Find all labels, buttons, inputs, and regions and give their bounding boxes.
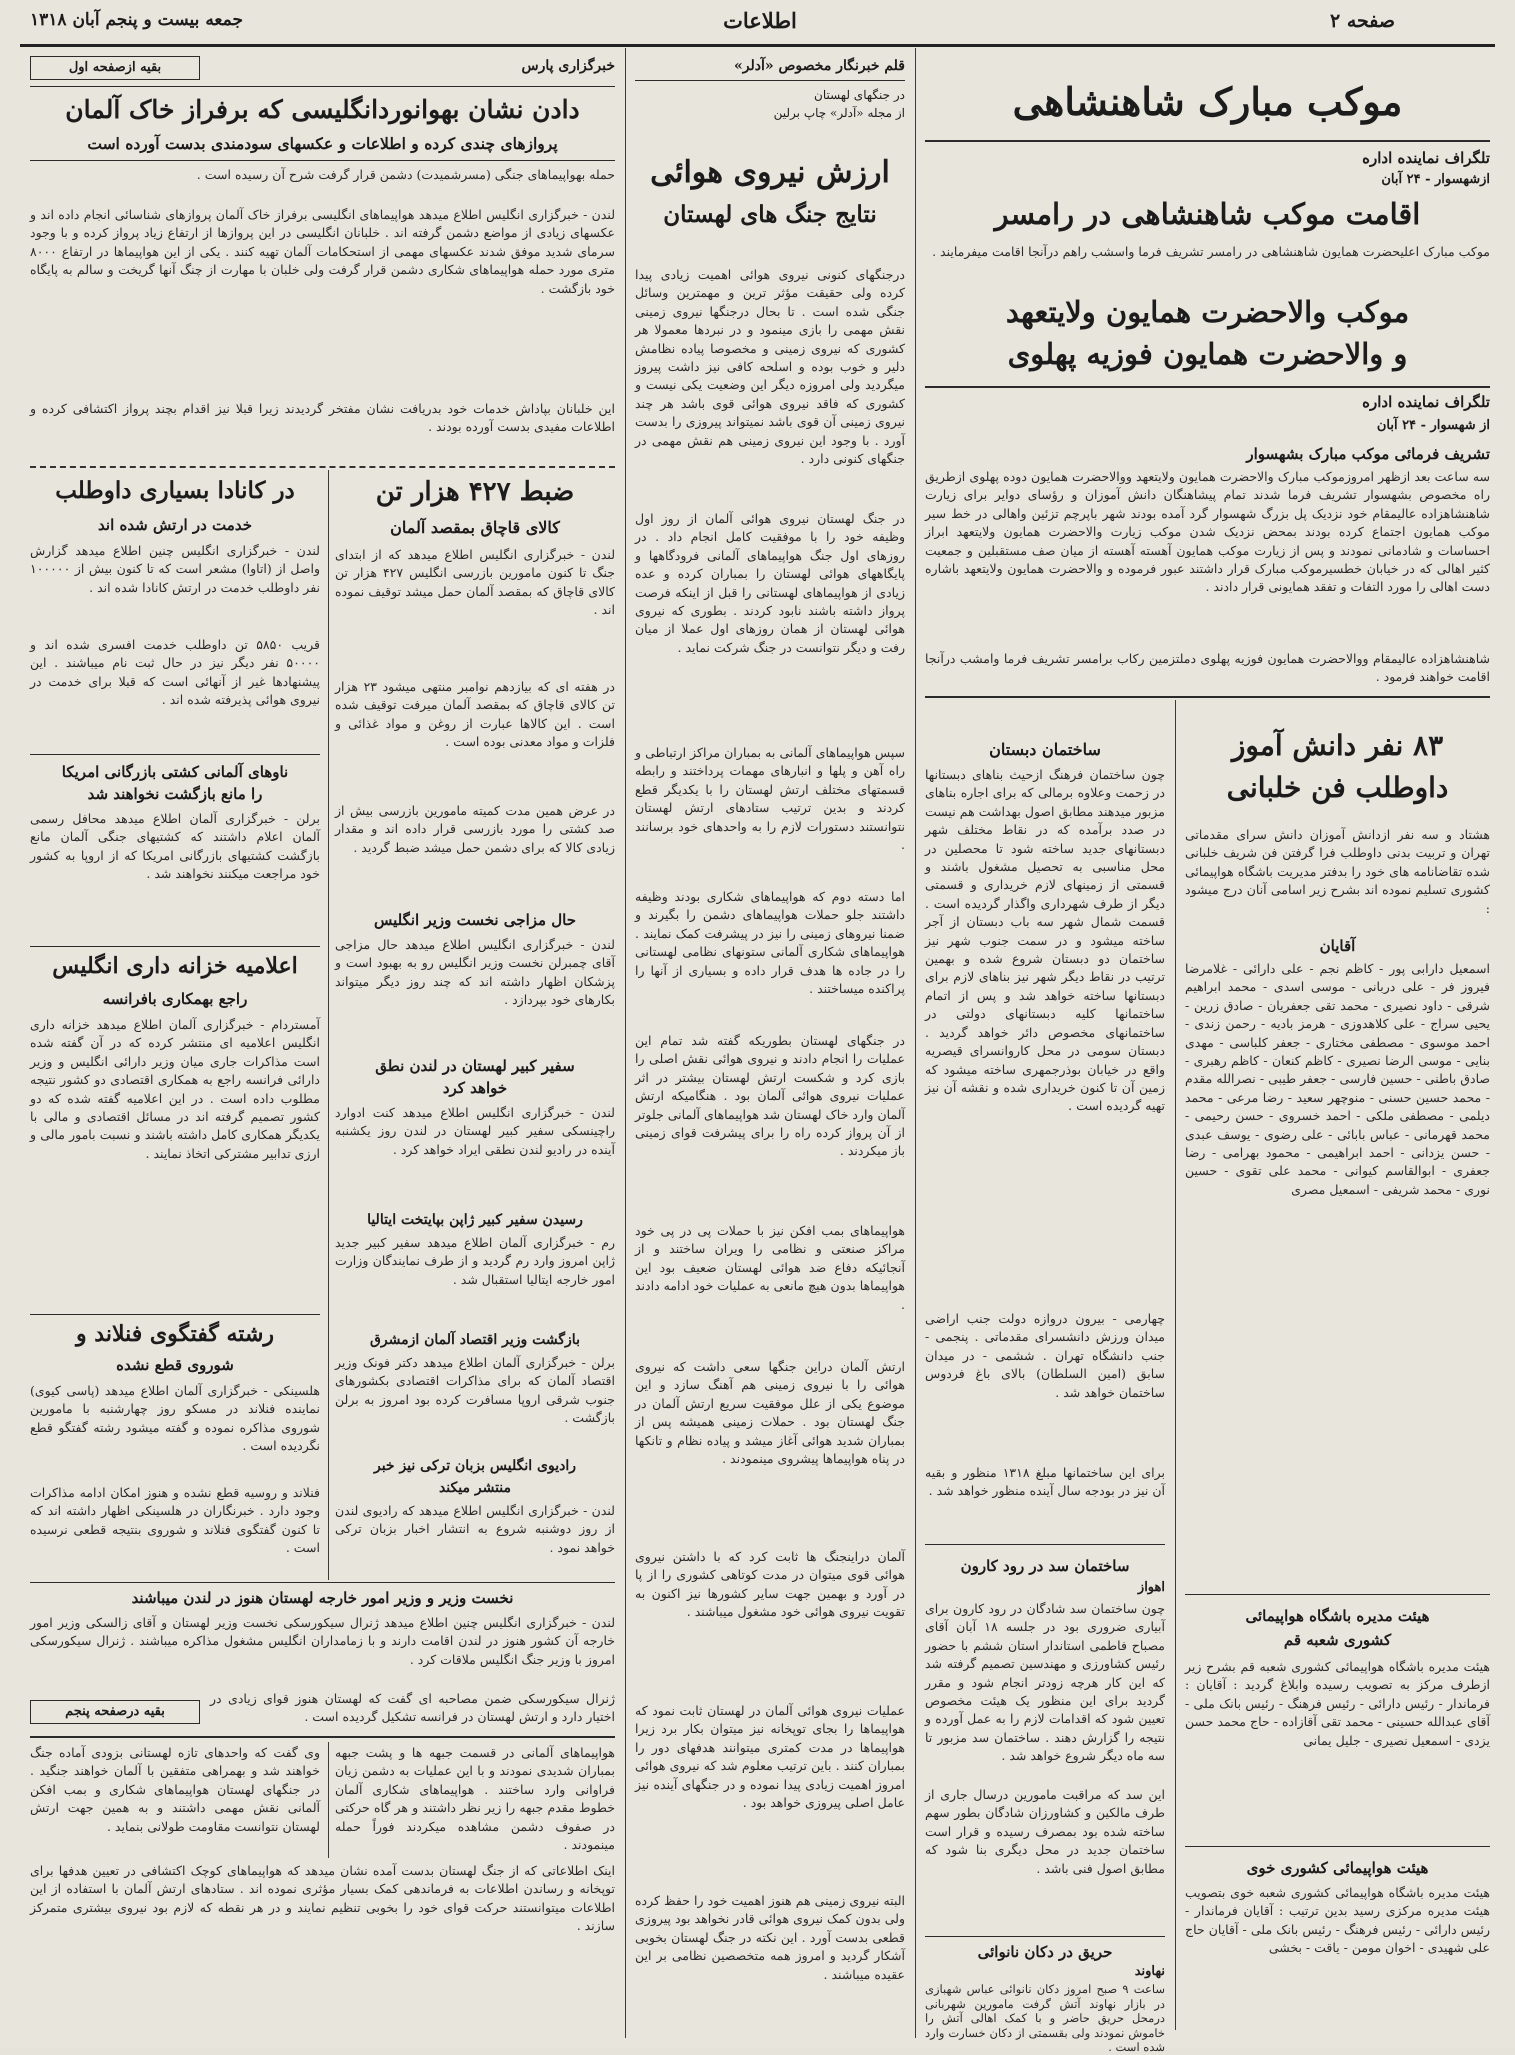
paragraph: این خلبانان بپاداش خدمات خود بدریافت نشان مفتخر گردیدند زیرا قبلا نیز اقدام بچند پرواز اکتشافی کرده و اطلاعات مفیدی بدست آورده بودند . [30, 401, 615, 435]
headline-polish-ambassador-a: سفیر کبیر لهستان در لندن نطق [375, 1057, 575, 1075]
headline-school-building: ساختمان دبستان [989, 740, 1101, 759]
paragraph: هیئت مدیره باشگاه هواپیمائی کشوری شعبه قم بشرح زیر ازطرف مرکز به تصویب رسیده وابلاغ گردید : آقایان : فرماندار - رئیس دارائی - رئیس فرهنگ - رئیس بانک ملی - آقای عبدالله حسینی - محمد تقی آقازاده - حاج محمد حسن یزدی - اسمعیل نصیری - جلیل یمانی [1185, 1659, 1490, 1748]
continued-on-label: بقیه درصفحه پنجم [30, 1700, 200, 1724]
rule [30, 1582, 615, 1583]
headline-medal-airmen: دادن نشان بهوانوردانگلیسی که برفراز خاک آلمان [65, 95, 580, 124]
headline-royal-procession: موکب مبارک شاهنشاهی [1012, 79, 1403, 124]
headline-poland-war: نتایج جنگ های لهستان [663, 201, 877, 228]
headline-german-ships-b: را مانع بازگشت نخواهند شد [87, 785, 263, 803]
col-separator [915, 48, 916, 2038]
byline: قلم خبرنگار مخصوص «آدلر» [734, 58, 905, 74]
paragraph: در عرض همین مدت کمیته مامورین بازرسی بیش از صد کشتی را مورد بازرسی قرار داده اند و مقدار زیادی کالا که برای دشمن حمل میشد ضبط گردید . [335, 803, 615, 855]
paragraph: آمستردام - خبرگزاری آلمان اطلاع میدهد خزانه داری انگلیس اعلامیه ای منتشر کرده که در آن گفته شده است مذاکرات جاری میان وزیر دارائی انگلیس و وزیر دارائی فرانسه راجع به همکاری اقتصادی دو کشور نتیجه مطلوب داده است . در این اعلامیه گفته شده که دو کشور تصمیم گرفته اند در مسائل اقتصادی و مالی با یکدیگر همکاری کامل داشته باشند و نسبت بامور مالی و ارزی تدابیر مشترکی اتخاذ نمایند . [30, 1017, 320, 1161]
paragraph: سپس هواپیماهای آلمانی به بمباران مراکز ارتباطی و راه آهن و پلها و انبارهای مهمات پرداختند و رابطه قسمتهای مختلف ارتش لهستان را با یکدیگر قطع کردند و بدین ترتیب ستادهای ارتش لهستان نتوانستند دستورات لازم را به واحدهای خود برسانند . [635, 745, 905, 853]
headline-pilot-volunteers: داوطلب فن خلبانی [1226, 771, 1449, 804]
col-separator [328, 470, 329, 1580]
headline-funk-return: بازگشت وزیر اقتصاد آلمان ازمشرق [370, 1332, 580, 1348]
paragraph: لندن - خبرگزاری انگلیس چنین اطلاع میدهد گزارش واصل از (اتاوا) مشعر است که تا کنون بیش از ۱۰۰۰۰۰ نفر داوطلب خدمت در ارتش کانادا شده اند . [30, 543, 320, 595]
headline-crown-prince-b: و والاحضرت همایون فوزیه پهلوی [1007, 337, 1408, 371]
subheadline-canada: خدمت در ارتش شده اند [98, 516, 252, 534]
headline-german-ships-a: ناوهای آلمانی کشتی بازرگانی امریکا [61, 763, 289, 781]
paragraph: ارتش آلمان دراین جنگها سعی داشت که نیروی هوائی را با نیروی زمینی هم آهنگ سازد و این موضوع یکی از علل موفقیت سریع ارتش آلمان در جنگ لهستان بود . حملات زمینی همیشه پس از بمباران شدید هوائی آغاز میشد و پیاده نظام و تانکها در پناه هواپیماها پیشروی مینمودند . [635, 1359, 905, 1467]
dateline: اهواز [1137, 1580, 1165, 1595]
headline-canada-volunteers: در کانادا بسیاری داوطلب [55, 477, 295, 504]
rule [30, 86, 615, 87]
rule [1185, 1846, 1490, 1847]
headline-turkish-radio-a: رادیوی انگلیس بزبان ترکی نیز خبر [373, 1458, 577, 1474]
paragraph: چون ساختمان فرهنگ ازحیث بناهای دبستانها در زحمت وعلاوه برمالی که برای اجاره بناهای مزبور میدهند مطابق اصول بهداشت هم نیست در صدد برآمده که در نقاط مختلف شهر دبستانهای جدید ساخته شود تا محصلین در محل مناسبی به تحصیل مشغول باشند و قسمتی از زمینهای لازم خریداری و قسمتی دیگر از طرف شهرداری واگذار گردیده است . قسمت شمال شهر سه باب دبستان از آجر ساخته میشود و در سمت جنوب شهر نیز ساختمان دو دبستان شروع شده و بهمین ترتیب در نقاط دیگر شهر نیز بناهای لازم برای دبستانها ساخته خواهد شد و پس از اتمام ساختمانها کلیه دبستانهای دولتی در ساختمانهای مخصوص دائر خواهد گردید . دبستان سومی در محل کاروانسرای قیصریه واقع در خیابان بوذرجمهری ساخته میشود که زمین آن تا کنون خریداری شده و نقشه آن نیز تهیه گردیده است . [925, 767, 1165, 1114]
newspaper-name: اطلاعات [723, 8, 797, 33]
paragraph: فنلاند و روسیه قطع نشده و هنوز امکان ادامه مذاکرات وجود دارد . خبرنگاران در هلسینکی اظهار داشته اند که تا کنون گفتگوی فنلاند و شوروی بنتیجه قطعی نرسیده است . [30, 1485, 320, 1556]
rule [30, 754, 320, 755]
masthead-rule [20, 44, 1495, 47]
headline-qom-aviation-b: کشوری شعبه قم [1283, 1631, 1392, 1649]
paragraph: ژنرال سیکورسکی ضمن مصاحبه ای گفت که لهستان هنوز قوای زیادی در اختیار دارد و ارتش لهستان در فرانسه تشکیل گردیده است . [210, 1691, 615, 1725]
page-number: صفحه ۲ [1330, 10, 1396, 32]
rule [30, 946, 320, 947]
paragraph: در هفته ای که بیازدهم نوامبر منتهی میشود ۲۳ هزار تن کالای قاچاق که بمقصد آلمان میرفت توقیف شده است . این کالاها عبارت از روغن و مواد غذائی و فلزات و مواد معدنی بوده است . [335, 679, 615, 750]
headline-khoy-aviation: هیئت هواپیمائی کشوری خوی [1246, 1859, 1429, 1877]
rule [925, 1936, 1165, 1937]
issue-date: جمعه بیست و پنجم آبان ۱۳۱۸ [30, 10, 243, 30]
rule [1185, 1594, 1490, 1595]
paragraph: البته نیروی زمینی هم هنوز اهمیت خود را حفظ کرده ولی بدون کمک نیروی هوائی قادر نخواهد بود پیروزی قطعی بدست آورد . این نکته در جنگ لهستان بخوبی آشکار گردید و امروز همه متخصصین نظامی بر این عقیده میباشند . [635, 1893, 905, 1982]
paragraph: این سد که مراقبت مامورین درسال جاری از طرف مالکین و کشاورزان شادگان بطور سهم ساخته شده بود بمصرف رسیده و قرار است ساختمان جدید در محل دیگری بنا شود که مطابق اصول فنی باشد . [925, 1787, 1165, 1876]
paragraph: لندن - خبرگزاری انگلیس اطلاع میدهد که از ابتدای جنگ تا کنون مامورین بازرسی انگلیس ۴۲۷ هزار تن کالای قاچاق که بمقصد آلمان حمل میشد توقیف نموده اند . [335, 547, 615, 618]
headline-ramsar: اقامت موکب شاهنشاهی در رامسر [994, 197, 1421, 231]
headline-pm-health: حال مزاجی نخست وزیر انگلیس [373, 911, 577, 929]
list-title: آقایان [1319, 937, 1356, 955]
headline-bakery-fire: حریق در دکان نانوائی [977, 1943, 1113, 1961]
paragraph: سه ساعت بعد ازظهر امروزموکب مبارک والاحضرت همایون ولایتعهد ووالاحضرت همایون دوده پهلوی ازطریق راه مخصوص بشهسوار تشریف فرما شدند تمام پیشاهنگان دانش آموزان و رؤسای دوایر برای زیارت شاهنشاهزاده عالیمقام خود نزدیک پل بزرگ شهسوار گرد آمده بودند شهر باپرچم تزئین واهالی در خط سیر موکب همایون اجتماع کرده بودند بمحض نزدیک شدن موکب زیارت والاحضرت همایون ولایتعهد ابراز احساسات و شادمانی نمودند و پس از زیارت موکب همایون آهسته آهسته از میان صف مستقبلین و جمعیت کثیر اهالی که در خیابان خطسیرموکب مبارک قرار داشتند عبور فرموده و والاحضرت همایون ولایتعهد باشاره دست اهالی را مورد التفات و تفقد همایونی قرار دادند . [925, 469, 1490, 595]
paragraph: لندن - خبرگزاری انگلیس اطلاع میدهد حال مزاجی آقای چمبرلن نخست وزیر انگلیس رو به بهبود است و پزشکان اظهار داشته اند که چند روز دیگر میتواند بکارهای خود بپردازد . [335, 937, 615, 1008]
headline-polish-pm: نخست وزیر و وزیر امور خارجه لهستان هنوز در لندن میباشند [131, 1589, 514, 1607]
continued-from-label: بقیه ازصفحه اول [30, 56, 200, 80]
paragraph: در جنگ لهستان نیروی هوائی آلمان از روز اول وظیفه خود را با موفقیت کامل انجام داد . در روزهای اول جنگ هواپیماهای آلمانی فرودگاهها و پایگاههای هوائی لهستان را بمباران کرده و عده زیادی از هواپیماهای لهستانی را قبل از اینکه فرصت پرواز داشته باشند نابود کردند . بطوری که نیروی هوائی لهستان از همان روزهای اول عملا از میان رفت و دیگر نتوانست در جنگ شرکت نماید . [635, 511, 905, 655]
headline-treasury: اعلامیه خزانه داری انگلیس [52, 953, 298, 979]
headline-japan-ambassador: رسیدن سفیر کبیر ژاپن بپایتخت ایتالیا [367, 1212, 583, 1228]
rule [925, 140, 1490, 142]
headline-turkish-radio-b: منتشر میکند [438, 1480, 512, 1496]
paragraph: درجنگهای کنونی نیروی هوائی اهمیت زیادی پیدا کرده ولی حقیقت مؤثر ترین و مهمترین وسائل جنگی شده است . تا بحال درجنگها نیروی زمینی نقش مهمی را بازی مینمود و در نبردها معمولا هر کشوری که نیروی زمینی و مخصوصا پیاده نظامش دلیر و خوب بوده و اسلحه کافی نیز داشت پیروز میگردید ولی امروزه دیگر این وضعیت یکی نیست و کشوری که فاقد نیروی هوائی قوی باشد هر چند نیروی زمینی آن قوی باشد نمیتواند پیروزی را بدست آورد . با وجود این نیروی زمینی هم نقش مهمی در جنگهای کنونی دارد . [635, 267, 905, 467]
paragraph: لندن - خبرگزاری انگلیس چنین اطلاع میدهد ژنرال سیکورسکی نخست وزیر لهستان و آقای زالسکی وزیر امور خارجه آن کشور هنوز در لندن اقامت دارند و با زمامداران انگلیس مشغول مذاکره میباشند . ژنرال سیکورسکی امروز با وزیر جنگ انگلیس ملاقات کرد . [30, 1615, 615, 1667]
paragraph: وی گفت که واحدهای تازه لهستانی بزودی آماده جنگ خواهند شد و بهمراهی متفقین با آلمان خواهند جنگید . در جنگهای لهستان هواپیماهای شکاری و بمب افکن آلمانی نقش مهمی داشتند و به همین جهت ارتش لهستان نتوانست مقاومت طولانی بنماید . [30, 1745, 320, 1834]
paragraph: لندن - خبرگزاری انگلیس اطلاع میدهد کنت ادوارد راچینسکی سفیر کبیر لهستان در لندن روز یکشنبه آینده در رادیو لندن نطقی ایراد خواهد کرد . [335, 1105, 615, 1157]
paragraph: لندن - خبرگزاری انگلیس اطلاع میدهد که رادیوی لندن از روز دوشنبه شروع به انتشار اخبار بزبان ترکی خواهد نمود . [335, 1503, 615, 1555]
source-note: در جنگهای لهستان [814, 88, 905, 102]
telegraph-label: تلگراف نماینده اداره [1362, 149, 1490, 167]
paragraph: هشتاد و سه نفر ازدانش آموزان دانش سرای مقدماتی تهران و تربیت بدنی داوطلب فرا گرفتن فن شریف خلبانی شده تقاضانامه های خود را بدفتر مدیریت باشگاه هواپیمائی کشوری تسلیم نموده اند بشرح زیر اسامی آنان درج میشود : [1185, 827, 1490, 916]
subheadline-contraband: کالای قاچاق بمقصد آلمان [390, 518, 560, 537]
name-list: اسمعیل دارابی پور - کاظم نجم - علی دارائی - غلامرضا فیروز فر - علی دربانی - موسی اسدی - محمد ابراهیم شرقی - داود نصیری - محمد تقی جعفریان - صادق زرین - یحیی سراج - علی کلاهدوزی - هرمز بادیه - رحمن زندی - احمد موسوی - مصطفی مختاری - جعفر کلباسی - مهدی بنایی - موسی الرضا نصیری - کاظم کنعان - کاظم رهبری - صادق باطنی - حسین فارسی - جعفر طیبی - نصرالله مقدم - محمد حسین حسنی - منوچهر سعید - رضا مرعی - محمد دیلمی - مصطفی ملکی - احمد خسروی - حسن رحیمی - محمد قهرمانی - عباس بابائی - علی رضوی - یوسف عبدی - حسن یزدانی - احمد ابراهیمی - محمود بهرامی - رضا جعفری - ابوالقاسم کیوانی - محمد علی تقوی - حسین نوری - محمد شریفی - اسمعیل مصری [1185, 961, 1490, 1197]
paragraph: چون ساختمان سد شادگان در رود کارون برای آبیاری ضروری بود در جلسه ۱۸ آبان آقای مصباح فاطمی استاندار استان ششم با حضور رئیس کشاورزی و مهندسین تصمیم گرفته شد که این کار هرچه زودتر انجام شود و مقرر گردید برای این منظور یک هیئت مخصوص تعیین شود که اقدامات لازم را به عمل آورده و نتیجه را گزارش دهند . ساختمان سد مزبور تا سه ماه دیگر شروع خواهد شد . [925, 1601, 1165, 1764]
paragraph: هواپیماهای بمب افکن نیز با حملات پی در پی خود مراکز صنعتی و نظامی را ویران ساختند و از آنجائیکه دفاع ضد هوائی لهستان ضعیف بود این هواپیماها بدون هیچ مانعی به عملیات خود ادامه دادند . [635, 1223, 905, 1312]
rule [30, 160, 615, 161]
dateline: ازشهسوار - ۲۴ آبان [1381, 172, 1490, 187]
paragraph: هلسینکی - خبرگزاری آلمان اطلاع میدهد (پاسی کیوی) نماینده فنلاند در مسکو روز چهارشنبه با مامورین شوروی مذاکره نموده و گفته میشود رشته گفتگو قطع نگردیده است . [30, 1383, 320, 1454]
headline-427-thousand-tons: ضبط ۴۲۷ هزار تن [375, 477, 575, 507]
paragraph: عملیات نیروی هوائی آلمان در لهستان ثابت نمود که هواپیماها را بجای توپخانه نیز میتوان بکار برد زیرا هواپیماها در مدت کمتری میتوانند هدفهای دور را بمباران کنند . باین ترتیب معلوم شد که نیروی هوائی امروز اهمیت زیادی پیدا نموده و در جنگهای آینده نیز عامل اصلی پیروزی خواهد بود . [635, 1703, 905, 1811]
paragraph: در جنگهای لهستان بطوریکه گفته شد تمام این عملیات را انجام دادند و نیروی هوائی نقش اصلی را بازی کرد و شکست ارتش لهستان بیشتر در اثر عملیات نیروی هوائی آلمان بود . هنگامیکه ارتش آلمان وارد خاک لهستان شد هواپیماهای آلمانی جلوتر از آن پرواز کرده راه را برای پیشرفت قوای زمینی باز میکردند . [635, 1033, 905, 1159]
headline-83-students: ۸۳ نفر دانش آموز [1231, 729, 1444, 762]
paragraph: اما دسته دوم که هواپیماهای شکاری بودند وظیفه داشتند جلو حملات هواپیماهای دشمن را بگیرند و ضمنا نیروهای زمینی را نیز در پیشرفت کمک نمایند . هواپیماهای شکاری آلمانی ستونهای نظامی لهستانی را در جاده ها هدف قرار داده و بسیاری از آنها را پراکنده میساختند . [635, 889, 905, 997]
paragraph: هیئت مدیره باشگاه هواپیمائی کشوری شعبه خوی بتصویب هیئت مدیره مرکزی رسید بدین ترتیب : آقایان فرماندار - رئیس دارائی - رئیس فرهنگ - رئیس بانک ملی - آقایان حاج علی شهیدی - اخوان مومن - یاقت - بخشی [1185, 1885, 1490, 1956]
rule [925, 386, 1490, 388]
rule [635, 80, 905, 81]
paragraph: شاهنشاهزاده عالیمقام ووالاحضرت همایون فوزیه پهلوی دملتزمین رکاب برامسر تشریف فرما وامشب درآنجا اقامت خواهند فرمود . [925, 651, 1490, 685]
paragraph: برلن - خبرگزاری آلمان اطلاع میدهد محافل رسمی آلمان اعلام داشتند که کشتیهای جنگی آلمان مانع بازگشت کشتیهای بازرگانی امریکا که از اروپا به کشور خود مراجعت میکنند نخواهند شد . [30, 811, 320, 882]
headline-polish-ambassador-b: خواهد کرد [442, 1079, 508, 1097]
subheadline-shahsavar: تشریف فرمائی موکب مبارک بشهسوار [1246, 445, 1490, 463]
headline-karun-dam: ساختمان سد در رود کارون [960, 1557, 1130, 1575]
telegraph-label: تلگراف نماینده اداره [1362, 393, 1490, 411]
col-separator [328, 1742, 329, 1858]
headline-qom-aviation-a: هیئت مدیره باشگاه هواپیمائی [1245, 1607, 1430, 1625]
headline-air-power: ارزش نیروی هوائی [650, 155, 890, 190]
subheadline-medal-airmen: پروازهای چندی کرده و اطلاعات و عکسهای سودمندی بدست آورده است [87, 134, 558, 153]
paragraph: هواپیماهای آلمانی در قسمت جبهه ها و پشت جبهه بمباران شدیدی نمودند و با این عملیات به دشمن زیان فراوانی وارد ساختند . هواپیماهای شکاری آلمان خطوط مقدم جبهه را زیر نظر داشتند و هر گاه حرکتی در صفوف دشمن مشاهده میکردند فوراً حمله مینمودند . [335, 1745, 615, 1853]
col-separator [1175, 700, 1176, 2030]
dateline: نهاوند [1134, 1964, 1165, 1979]
paragraph: چهارمی - بیرون دروازه دولت جنب اراضی میدان ورزش دانشسرای مقدماتی . پنجمی - جنب دانشگاه تهران . ششمی - در میدان سابق (امین السلطان) بالای باغ فردوس ساختمان خواهد شد . [925, 1311, 1165, 1400]
source-note: از مجله «آدلر» چاپ برلین [773, 106, 905, 120]
dashed-rule [30, 466, 615, 468]
dateline: از شهسوار - ۲۴ آبان [1376, 418, 1490, 433]
paragraph: رم - خبرگزاری آلمان اطلاع میدهد سفیر کبیر جدید ژاپن امروز وارد رم گردید و از طرف نمایندگان وزارت امور خارجه ایتالیا استقبال شد . [335, 1235, 615, 1287]
paragraph: حمله بهواپیماهای جنگی (مسرشمیدت) دشمن قرار گرفت شرح آن رسیده است . [196, 167, 615, 182]
paragraph: آلمان دراینجنگ ها ثابت کرد که با داشتن نیروی هوائی قوی میتوان در مدت کوتاهی کشوری را از پا در آورد و بهمین جهت سایر کشورها نیز اکنون به تقویت نیروی هوائی خود مشغول میباشند . [635, 1549, 905, 1620]
paragraph: لندن - خبرگزاری انگلیس اطلاع میدهد هواپیماهای انگلیسی برفراز خاک آلمان پروازهای شناسائی انجام داده اند و عکسهای زیادی از مواضع دشمن گرفته اند . خلبانان انگلیسی در این پروازها از ارتفاع زیاد پرواز کرده و با وجود سرمای شدید موفق شدند عکسهای مهمی از استحکامات آلمان تهیه کنند . یکی از این هواپیماها در ارتفاع ۸۰۰۰ متری مورد حمله هواپیماهای شکاری دشمن قرار گرفت ولی خلبان با مهارت از چنگ آنها گریخت و سالم به پایگاه خود بازگشت . [30, 207, 615, 296]
subheadline-treasury: راجع بهمکاری بافرانسه [102, 990, 248, 1008]
headline-crown-prince-a: موکب والاحضرت همایون ولایتعهد [1005, 295, 1410, 329]
paragraph: اینک اطلاعاتی که از جنگ لهستان بدست آمده نشان میدهد که هواپیماهای کوچک اکتشافی در تعیین هدفها برای توپخانه و رساندن اطلاعات به فرماندهی کمک بسیار مؤثری نموده اند . ستادهای ارتش آلمان با استفاده از این اطلاعات میتوانستند حرکت قوای خود را بخوبی تنظیم نمایند و در هر نقطه که لازم بود نیروی بیشتری متمرکز سازند . [30, 1863, 615, 1934]
rule [925, 1544, 1165, 1545]
rule [925, 696, 1490, 698]
rule [30, 1736, 615, 1738]
paragraph: برلن - خبرگزاری آلمان اطلاع میدهد دکتر فونک وزیر اقتصاد آلمان که برای مذاکرات اقتصادی بکشورهای جنوب شرقی اروپا مسافرت کرده بود امروز به برلن بازگشت . [335, 1355, 615, 1426]
paragraph: قریب ۵۸۵۰ تن داوطلب خدمت افسری شده اند و ۵۰۰۰۰ نفر دیگر نیز در حال ثبت نام میباشند . این پیشنهادها غیر از آنهائی است که قبلا برای خدمت در نیروی هوائی پذیرفته شده اند . [30, 637, 320, 708]
col-separator [625, 48, 626, 2038]
subheadline-finland: شوروی قطع نشده [116, 1356, 234, 1374]
paragraph: موکب مبارک اعلیحضرت همایون شاهنشاهی در رامسر تشریف فرما واسشب راهم درآنجا اقامت میفرمایند . [932, 244, 1490, 259]
paragraph: برای این ساختمانها مبلغ ۱۳۱۸ منظور و بقیه آن نیز در بودجه سال آینده منظور خواهد شد . [925, 1465, 1166, 1499]
agency-label: خبرگزاری پارس [521, 58, 615, 74]
paragraph: ساعت ۹ صبح امروز دکان نانوائی عباس شهبازی در بازار نهاوند آتش گرفت مامورین شهربانی درمحل حریق حاضر و با کمک اهالی آتش را خاموش نمودند ولی بقسمتی از دکان خسارت وارد شده است . [925, 1982, 1165, 2054]
headline-finland-talks: رشته گفتگوی فنلاند و [75, 1321, 275, 1347]
rule [30, 1314, 320, 1315]
